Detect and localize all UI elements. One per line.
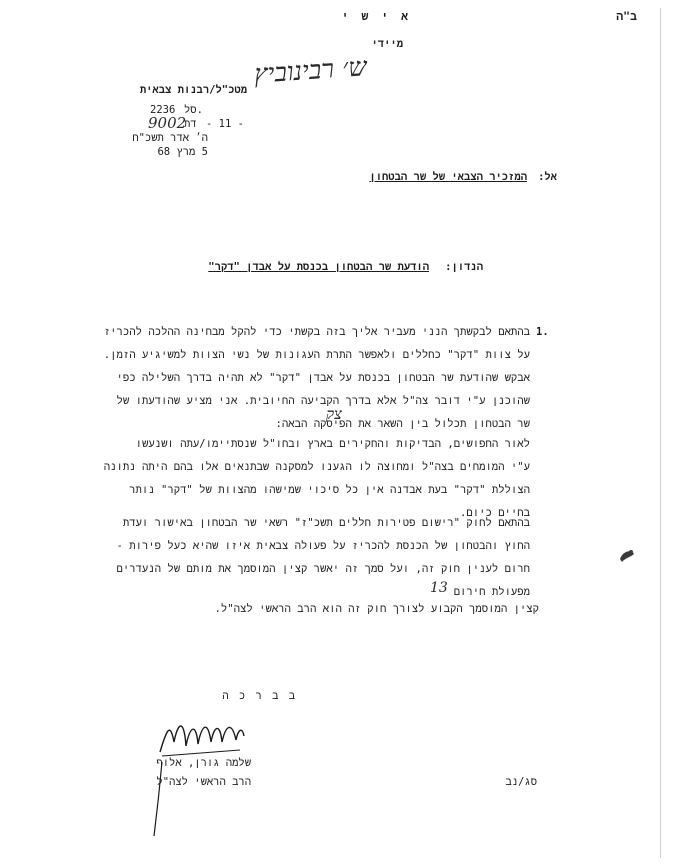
gregorian-date: 5 מרץ 68 — [157, 146, 208, 158]
recipient-text: המזכיר הצבאי של שר הבטחון — [369, 171, 527, 183]
recipient-label: אל: — [538, 171, 557, 183]
paragraph-3 — [44, 512, 530, 604]
paragraph-3-line: מפעולת חירום — [453, 586, 530, 598]
urgency: מיידי — [371, 38, 403, 50]
paragraph-1-line: אבקש שהודעת שר הבטחון בכנסת על אבדן "דקר" לא תהיה בדרך השלילה כפי — [116, 372, 530, 384]
margin-mark-icon — [617, 545, 637, 565]
scan-edge-line — [660, 8, 661, 858]
date-handwritten: 9002 — [148, 114, 187, 132]
paragraph-2-line: ע"י המומחים בצה"ל ומחוצה לו הגענו למסקנה שבתנאים אלו בהם היתה נתונה — [103, 461, 530, 473]
paragraph-1-line: שר הבטחון תכלול בין השאר את הפיסקה הבאה: — [275, 418, 530, 430]
serial-label: סל. — [184, 104, 203, 116]
paragraph-3-line: החוץ והבטחון של הכנסת להכריז על פעולה צבאית איזו שהיא כעל פירות - — [116, 540, 530, 552]
hebrew-date: ה׳ אדר תשכ"ח — [132, 132, 208, 144]
paragraph-3-line: חרום לענין חוק זה, ועל סמך זה יאשר קצין המוסמך את מותם של הנעדרים — [116, 563, 530, 575]
handwritten-name: ש׳ רבינוביץ — [253, 52, 368, 90]
signature-tail-stroke — [150, 760, 166, 838]
regards: ב ב ר כ ה — [222, 690, 297, 702]
paragraph-1-line: על צוות "דקר" כחללים ולאפשר התרת העגונות של נשי הצוות למשיגיע הזמן. — [103, 349, 530, 361]
paragraph-2-line: לאור החפושים, הבדיקות והחקירים בארץ ובחו"ל שנסתיימו/עתה ושנעשו — [135, 438, 530, 450]
initials: סג/נב — [505, 776, 537, 788]
paragraph-3-handwritten: 13 — [430, 580, 448, 596]
paragraph-1-line: בהתאם לבקשתך הנני מעביר אליך בזה בקשתי כדי להקל מבחינה ההלכה להכריז — [103, 326, 530, 338]
classification: א י ש י — [341, 9, 411, 23]
date-label: דת — [184, 118, 197, 130]
office-line: מטכ"ל/רבנות צבאית — [139, 84, 247, 96]
bh-mark: ב"ה — [616, 9, 637, 23]
paragraph-2-line: הצוללת "דקר" בעת אבדנה אין כל סיכוי שמישהו מהצוות של "דקר" נותר — [129, 484, 530, 496]
handwritten-insert: צק — [326, 405, 342, 423]
item-number: 1. — [536, 326, 549, 338]
serial-number: 2236 — [150, 104, 176, 116]
subject-text: הודעת שר הבטחון בכנסת על אבדן "דקר" — [208, 261, 429, 273]
paragraph-1-line: שהוכנן ע"י דובר צה"ל אלא בדרך הקביעה החיובית. אני מציע שהודעתו של — [116, 395, 530, 407]
date-numeric: - 11 - — [206, 118, 244, 130]
subject-label: הנדון: — [445, 261, 483, 273]
paragraph-1 — [44, 321, 530, 436]
paragraph-3-line: בהתאם לחוק "רישום פטירות חללים תשכ"ז" רשאי שר הבטחון באישור ועדת — [122, 517, 530, 529]
signer-name: שלמה גורן, אלוף — [156, 757, 251, 769]
paragraph-2-line: בחיים כיום. — [460, 507, 530, 519]
signer-title: הרב הראשי לצה"ל — [156, 776, 251, 788]
signature-image — [156, 712, 248, 762]
paragraph-4: קצין המוסמך הקבוע לצורך חוק זה הוא הרב הראשי לצה"ל. — [214, 603, 539, 615]
